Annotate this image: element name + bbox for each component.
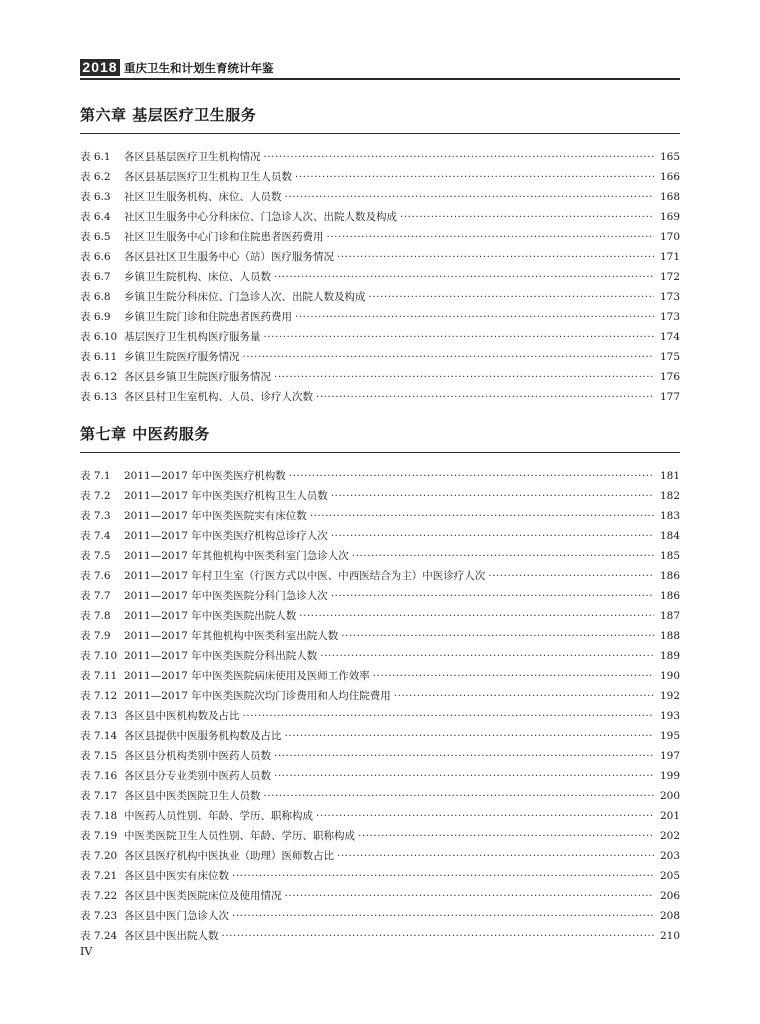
page-ref: 175 [659, 351, 680, 363]
toc-entry[interactable] [80, 526, 680, 546]
table-number: 表 7.9 [80, 630, 111, 642]
page-ref: 192 [659, 690, 680, 702]
leader-dots [285, 886, 655, 906]
table-number: 表 7.19 [80, 830, 118, 842]
table-number: 表 7.11 [80, 670, 118, 682]
table-title: 各区县中医类医院床位及使用情况 [124, 890, 282, 902]
table-number: 表 7.21 [80, 870, 118, 882]
toc-entry[interactable] [80, 546, 680, 566]
table-number: 表 6.10 [80, 331, 118, 343]
toc-entry[interactable] [80, 287, 680, 307]
table-number: 表 7.5 [80, 550, 111, 562]
leader-dots [274, 367, 654, 387]
table-number: 表 6.12 [80, 371, 118, 383]
table-title: 2011—2017 年中医类医疗机构卫生人员数 [124, 490, 328, 502]
leader-dots [331, 486, 654, 506]
table-number: 表 7.8 [80, 610, 111, 622]
leader-dots [369, 287, 655, 307]
table-number: 表 7.17 [80, 790, 118, 802]
table-title: 各区县村卫生室机构、人员、诊疗人次数 [124, 391, 313, 403]
toc-entry[interactable] [80, 706, 680, 726]
table-number: 表 7.24 [80, 930, 118, 942]
table-number: 表 7.7 [80, 590, 111, 602]
toc-entry[interactable] [80, 486, 680, 506]
leader-dots [264, 147, 655, 167]
leader-dots [320, 646, 654, 666]
page-ref: 205 [659, 870, 680, 882]
table-title: 2011—2017 年中医类医院出院人数 [124, 610, 297, 622]
toc-entry[interactable] [80, 566, 680, 586]
toc-entry[interactable] [80, 666, 680, 686]
toc-entry[interactable] [80, 387, 680, 407]
leader-dots [394, 686, 654, 706]
table-title: 2011—2017 年中医类医院分科门急诊人次 [124, 590, 328, 602]
chapter-7-toc [80, 466, 680, 946]
year-badge: 2018 [80, 59, 120, 76]
table-number: 表 7.2 [80, 490, 111, 502]
chapter-6-title: 第六章 基层医疗卫生服务 [80, 104, 680, 134]
book-title: 重庆卫生和计划生育统计年鉴 [124, 61, 274, 75]
page-ref: 206 [659, 890, 680, 902]
table-title: 各区县分专业类别中医药人员数 [124, 770, 271, 782]
table-number: 表 7.10 [80, 650, 118, 662]
leader-dots [289, 466, 654, 486]
page-ref: 168 [659, 191, 680, 203]
table-number: 表 7.16 [80, 770, 118, 782]
table-title: 各区县中医机构数及占比 [124, 710, 240, 722]
table-title: 2011—2017 年中医类医疗机构总诊疗人次 [124, 530, 328, 542]
table-title: 2011—2017 年中医类医疗机构数 [124, 470, 286, 482]
page-ref: 184 [659, 530, 680, 542]
page-ref: 165 [659, 151, 680, 163]
page-ref: 185 [659, 550, 680, 562]
table-title: 2011—2017 年其他机构中医类科室门急诊人次 [124, 550, 349, 562]
table-number: 表 6.9 [80, 311, 111, 323]
table-title: 中医药人员性别、年龄、学历、职称构成 [124, 810, 313, 822]
toc-entry[interactable] [80, 307, 680, 327]
table-number: 表 7.6 [80, 570, 111, 582]
table-number: 表 7.22 [80, 890, 118, 902]
page-ref: 176 [659, 371, 680, 383]
toc-entry[interactable] [80, 466, 680, 486]
table-title: 乡镇卫生院门诊和住院患者医药费用 [124, 311, 292, 323]
leader-dots [264, 786, 655, 806]
table-title: 各区县基层医疗卫生机构卫生人员数 [124, 171, 292, 183]
toc-entry[interactable] [80, 726, 680, 746]
chapter-6-toc [80, 147, 680, 407]
page-ref: 199 [659, 770, 680, 782]
toc-entry[interactable] [80, 187, 680, 207]
page-ref: 208 [659, 910, 680, 922]
leader-dots [285, 726, 655, 746]
table-number: 表 6.13 [80, 391, 118, 403]
table-title: 社区卫生服务机构、床位、人员数 [124, 191, 282, 203]
toc-entry[interactable] [80, 906, 680, 926]
table-number: 表 7.3 [80, 510, 111, 522]
chapter-7-section [80, 423, 680, 946]
leader-dots [337, 846, 654, 866]
chapter-6-section [80, 104, 680, 407]
table-title: 各区县社区卫生服务中心（站）医疗服务情况 [124, 251, 334, 263]
leader-dots [285, 187, 655, 207]
leader-dots [337, 247, 654, 267]
table-title: 乡镇卫生院机构、床位、人员数 [124, 271, 271, 283]
page-ref: 181 [659, 470, 680, 482]
table-title: 社区卫生服务中心分科床位、门急诊人次、出院人数及构成 [124, 211, 397, 223]
table-title: 2011—2017 年村卫生室（行医方式以中医、中西医结合为主）中医诊疗人次 [124, 570, 486, 582]
table-number: 表 7.18 [80, 810, 118, 822]
toc-entry[interactable] [80, 606, 680, 626]
table-title: 各区县中医类医院卫生人员数 [124, 790, 261, 802]
table-number: 表 7.13 [80, 710, 118, 722]
toc-entry[interactable] [80, 207, 680, 227]
page-ref: 210 [659, 930, 680, 942]
table-title: 各区县提供中医服务机构数及占比 [124, 730, 282, 742]
table-number: 表 6.4 [80, 211, 111, 223]
table-title: 基层医疗卫生机构医疗服务量 [124, 331, 261, 343]
leader-dots [243, 706, 655, 726]
toc-entry[interactable] [80, 586, 680, 606]
leader-dots [341, 626, 654, 646]
table-title: 各区县乡镇卫生院医疗服务情况 [124, 371, 271, 383]
table-number: 表 6.7 [80, 271, 111, 283]
toc-entry[interactable] [80, 786, 680, 806]
toc-entry[interactable] [80, 866, 680, 886]
table-title: 各区县医疗机构中医执业（助理）医师数占比 [124, 850, 334, 862]
toc-entry[interactable] [80, 646, 680, 666]
table-title: 各区县中医门急诊人次 [124, 910, 229, 922]
table-title: 2011—2017 年其他机构中医类科室出院人数 [124, 630, 339, 642]
page-ref: 202 [659, 830, 680, 842]
chapter-7-title: 第七章 中医药服务 [80, 423, 680, 453]
header-rule [80, 78, 680, 80]
table-title: 社区卫生服务中心门诊和住院患者医药费用 [124, 231, 324, 243]
table-number: 表 6.6 [80, 251, 111, 263]
table-number: 表 6.5 [80, 231, 111, 243]
leader-dots [373, 666, 654, 686]
table-title: 各区县中医实有床位数 [124, 870, 229, 882]
page-ref: 201 [659, 810, 680, 822]
toc-entry[interactable] [80, 327, 680, 347]
leader-dots [295, 167, 654, 187]
table-title: 2011—2017 年中医类医院次均门诊费用和人均住院费用 [124, 690, 391, 702]
toc-entry[interactable] [80, 167, 680, 187]
page-ref: 173 [659, 291, 680, 303]
page-ref: 186 [659, 590, 680, 602]
toc-entry[interactable] [80, 626, 680, 646]
toc-entry[interactable] [80, 806, 680, 826]
table-title: 中医类医院卫生人员性别、年龄、学历、职称构成 [124, 830, 355, 842]
leader-dots [331, 586, 654, 606]
leader-dots [352, 546, 654, 566]
table-number: 表 6.2 [80, 171, 111, 183]
page-ref: 197 [659, 750, 680, 762]
leader-dots [295, 307, 654, 327]
page-ref: 186 [659, 570, 680, 582]
leader-dots [316, 806, 654, 826]
page-ref: 195 [659, 730, 680, 742]
table-number: 表 7.15 [80, 750, 118, 762]
toc-entry[interactable] [80, 147, 680, 167]
page-ref: 177 [659, 391, 680, 403]
table-title: 各区县基层医疗卫生机构情况 [124, 151, 261, 163]
table-title: 各区县中医出院人数 [124, 930, 219, 942]
leader-dots [316, 387, 654, 407]
page-number: IV [80, 945, 93, 958]
page-ref: 200 [659, 790, 680, 802]
leader-dots [310, 506, 654, 526]
toc-entry[interactable] [80, 766, 680, 786]
toc-entry[interactable] [80, 367, 680, 387]
table-number: 表 6.11 [80, 351, 118, 363]
page-ref: 169 [659, 211, 680, 223]
toc-entry[interactable] [80, 686, 680, 706]
page-ref: 203 [659, 850, 680, 862]
toc-entry[interactable] [80, 746, 680, 766]
page-ref: 182 [659, 490, 680, 502]
leader-dots [243, 347, 655, 367]
table-number: 表 7.1 [80, 470, 111, 482]
page-ref: 170 [659, 231, 680, 243]
leader-dots [400, 207, 654, 227]
leader-dots [331, 526, 654, 546]
table-title: 2011—2017 年中医类医院病床使用及医师工作效率 [124, 670, 370, 682]
toc-entry[interactable] [80, 926, 680, 946]
table-title: 2011—2017 年中医类医院分科出院人数 [124, 650, 318, 662]
page-ref: 188 [659, 630, 680, 642]
table-number: 表 6.3 [80, 191, 111, 203]
table-number: 表 6.8 [80, 291, 111, 303]
table-title: 乡镇卫生院分科床位、门急诊人次、出院人数及构成 [124, 291, 366, 303]
leader-dots [299, 606, 654, 626]
table-number: 表 6.1 [80, 151, 111, 163]
page-ref: 187 [659, 610, 680, 622]
table-number: 表 7.14 [80, 730, 118, 742]
toc-entry[interactable] [80, 846, 680, 866]
page-ref: 166 [659, 171, 680, 183]
page-ref: 190 [659, 670, 680, 682]
toc-entry[interactable] [80, 227, 680, 247]
leader-dots [358, 826, 654, 846]
leader-dots [327, 227, 655, 247]
toc-entry[interactable] [80, 826, 680, 846]
table-number: 表 7.20 [80, 850, 118, 862]
leader-dots [274, 267, 654, 287]
leader-dots [232, 906, 654, 926]
page-ref: 171 [659, 251, 680, 263]
page-ref: 183 [659, 510, 680, 522]
toc-entry[interactable] [80, 247, 680, 267]
leader-dots [274, 746, 654, 766]
table-number: 表 7.4 [80, 530, 111, 542]
toc-entry[interactable] [80, 506, 680, 526]
toc-entry[interactable] [80, 886, 680, 906]
page-ref: 174 [659, 331, 680, 343]
running-header [80, 57, 680, 79]
page-ref: 173 [659, 311, 680, 323]
leader-dots [232, 866, 654, 886]
page-ref: 193 [659, 710, 680, 722]
table-number: 表 7.12 [80, 690, 118, 702]
page-ref: 189 [659, 650, 680, 662]
table-title: 各区县分机构类别中医药人员数 [124, 750, 271, 762]
leader-dots [222, 926, 655, 946]
leader-dots [274, 766, 654, 786]
page-ref: 172 [659, 271, 680, 283]
table-title: 乡镇卫生院医疗服务情况 [124, 351, 240, 363]
leader-dots [488, 566, 654, 586]
table-title: 2011—2017 年中医类医院实有床位数 [124, 510, 307, 522]
table-number: 表 7.23 [80, 910, 118, 922]
toc-entry[interactable] [80, 267, 680, 287]
toc-entry[interactable] [80, 347, 680, 367]
leader-dots [264, 327, 655, 347]
